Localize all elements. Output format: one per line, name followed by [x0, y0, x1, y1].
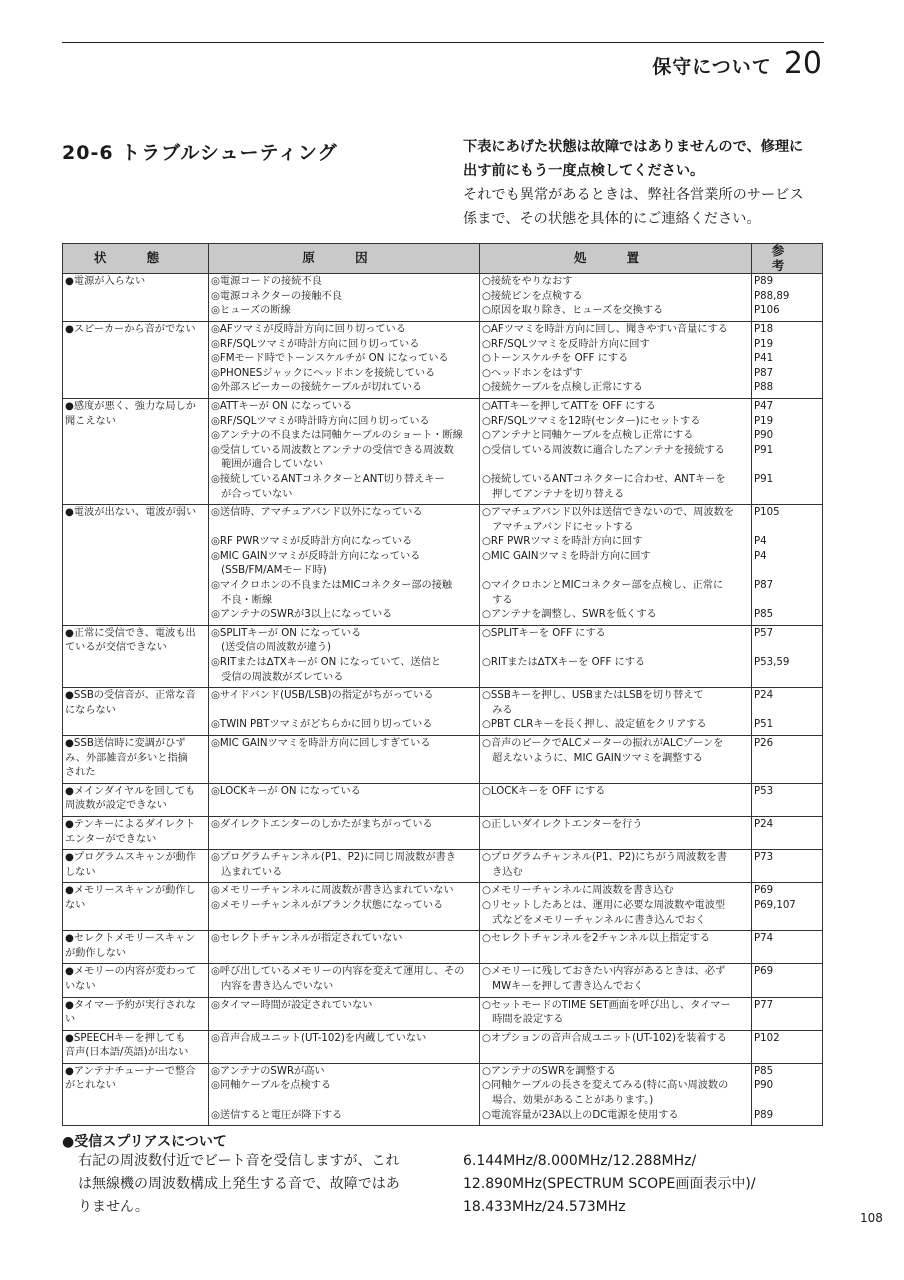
cell-line: ◎メモリーチャンネルに周波数が書き込まれていない — [211, 885, 454, 897]
cell-line: 超えないように、MIC GAINツマミを調整する — [482, 752, 703, 764]
cell-line: ○AFツマミを時計方向に回し、聞きやすい音量にする — [482, 323, 728, 335]
cell-line: P106 — [754, 305, 780, 317]
cell-line: ているが交信できない — [65, 642, 167, 654]
cell-line: P87 — [754, 367, 774, 379]
spurious-body — [78, 1150, 428, 1219]
cell-line: ○RF PWRツマミを時計方向に回す — [482, 536, 643, 548]
cell-line — [211, 799, 477, 814]
cell-line: P53 — [754, 785, 774, 797]
cell-line: P105 — [754, 507, 780, 519]
cell-line — [211, 947, 477, 962]
cell-line: P4 — [754, 536, 767, 548]
cell-line: MWキーを押して書き込んでおく — [482, 980, 644, 992]
cell-line: P18 — [754, 323, 774, 335]
cell-line: いない — [65, 980, 96, 992]
cell-line: ◎音声合成ユニット(UT-102)を内蔵していない — [211, 1032, 427, 1044]
cell-line: ◎プログラムチャンネル(P1、P2)に同じ周波数が書き — [211, 852, 456, 864]
cell-line: P90 — [754, 1080, 774, 1092]
cell-line: ●メモリーの内容が変わって — [65, 966, 197, 978]
cell-line: が合っていない — [211, 488, 293, 500]
troubleshooting-table — [62, 243, 823, 1126]
cell-line: P73 — [754, 852, 774, 864]
cell-line — [482, 641, 749, 656]
cell-line — [211, 752, 477, 767]
table-row — [63, 997, 823, 1030]
cell-line: ◎RF/SQLツマミが時計時方向に回り切っている — [211, 415, 430, 427]
cell-line: P89 — [754, 1109, 774, 1121]
cause-cell — [209, 997, 480, 1030]
cell-line: みる — [482, 704, 513, 716]
table-row — [63, 505, 823, 626]
cell-line: P88,89 — [754, 290, 790, 302]
cell-line: ◎AFツマミが反時計方向に回り切っている — [211, 323, 406, 335]
remedy-cell — [480, 850, 752, 883]
remedy-cell — [480, 625, 752, 687]
cell-line: ◎MIC GAINツマミを時計方向に回しすぎている — [211, 738, 431, 749]
table-row — [63, 816, 823, 849]
cell-line: ○接続をやりなおす — [482, 276, 573, 288]
cell-line: ◎アンテナの不良または同軸ケーブルのショート・断線 — [211, 430, 463, 442]
table-row — [63, 883, 823, 931]
reference-cell — [752, 850, 823, 883]
cell-line — [754, 521, 820, 536]
cell-line: ○オプションの音声合成ユニット(UT-102)を装着する — [482, 1032, 727, 1044]
symptom-cell — [63, 274, 209, 322]
cell-line: P85 — [754, 609, 774, 621]
cell-line: 周波数が設定できない — [65, 800, 167, 812]
header-cause: 原 因 — [209, 244, 480, 274]
cause-cell — [209, 321, 480, 398]
cell-line: ○アンテナを調整し、SWRを低くする — [482, 609, 657, 621]
table-row — [63, 321, 823, 398]
cell-line: ○接続しているANTコネクターに合わせ、ANTキーを — [482, 473, 726, 485]
cell-line: ◎MIC GAINツマミが反時計方向になっている — [211, 550, 421, 562]
cell-line: ◎SPLITキーが ON になっている — [211, 627, 362, 639]
cell-line: ◎受信している周波数とアンテナの受信できる周波数 — [211, 444, 454, 456]
cell-line — [754, 564, 820, 579]
cell-line: しない — [65, 866, 96, 878]
cell-line: ◎RITまたは∆TXキーが ON になっていて、送信と — [211, 657, 442, 669]
reference-cell — [752, 783, 823, 816]
cell-line: ○原因を取り除き、ヒューズを交換する — [482, 305, 664, 317]
cause-cell — [209, 1030, 480, 1063]
cell-line: 範囲が適合していない — [211, 459, 324, 471]
intro-line: それでも異常があるときは、弊社各営業所のサービス — [463, 187, 804, 203]
cell-line: ●電源が入らない — [65, 276, 146, 288]
cause-cell — [209, 1063, 480, 1125]
remedy-cell — [480, 816, 752, 849]
symptom-cell — [63, 1063, 209, 1125]
reference-cell — [752, 688, 823, 736]
cell-line — [482, 766, 749, 781]
top-rule — [62, 42, 824, 43]
cell-line: ◎ATTキーが ON になっている — [211, 400, 353, 412]
cell-line: ◎電源コネクターの接触不良 — [211, 290, 342, 302]
table-row — [63, 688, 823, 736]
chapter-title: 保守について — [652, 56, 772, 78]
cell-line: ○受信している周波数に適合したアンテナを接続する — [482, 444, 725, 456]
header-reference: 参 考 — [752, 244, 823, 274]
cell-line: ◎呼び出しているメモリーの内容を変えて運用し、その — [211, 966, 465, 978]
cell-line: P24 — [754, 818, 774, 830]
table-row — [63, 274, 823, 322]
cause-cell — [209, 931, 480, 964]
cell-line: エンターができない — [65, 833, 157, 845]
cell-line: ○接続ピンを点検する — [482, 290, 583, 302]
cell-line — [754, 833, 820, 848]
cell-line — [482, 799, 749, 814]
cell-line: ●タイマー予約が実行されな — [65, 999, 196, 1011]
cell-line: ○同軸ケーブルの長さを変えてみる(特に高い周波数の — [482, 1080, 729, 1092]
cell-line — [754, 947, 820, 962]
reference-cell — [752, 274, 823, 322]
cell-line — [211, 914, 477, 929]
cell-line: P87 — [754, 580, 774, 592]
cell-line: ○正しいダイレクトエンターを行う — [482, 818, 643, 830]
cell-line: 内容を書き込んでいない — [211, 980, 334, 992]
cell-line: が動作しない — [65, 947, 127, 959]
page-number: 108 — [860, 1211, 883, 1225]
cell-line: ○PBT CLRキーを長く押し、設定値をクリアする — [482, 719, 707, 731]
cell-line: ○メモリーチャンネルに周波数を書き込む — [482, 885, 674, 897]
spurious-line: りません。 — [78, 1199, 149, 1215]
remedy-cell — [480, 736, 752, 784]
cell-line: ○RF/SQLツマミを反時計方向に回す — [482, 338, 650, 350]
table-row — [63, 850, 823, 883]
cell-line: アマチュアバンドにセットする — [482, 521, 634, 533]
cell-line: ◎送信時、アマチュアバンド以外になっている — [211, 507, 423, 519]
chapter-number: 20 — [783, 46, 822, 81]
cell-line: ◎TWIN PBTツマミがどちらかに回り切っている — [211, 719, 433, 731]
cell-line: み、外部雑音が多いと指摘 — [65, 752, 188, 764]
cell-line: 音声(日本語/英語)が出ない — [65, 1047, 189, 1059]
cell-line: P19 — [754, 415, 774, 427]
cause-cell — [209, 398, 480, 504]
cell-line — [211, 521, 477, 536]
cell-line: ●SSBの受信音が、正常な音 — [65, 690, 196, 702]
symptom-cell — [63, 850, 209, 883]
symptom-cell — [63, 883, 209, 931]
cell-line: P90 — [754, 430, 774, 442]
cause-cell — [209, 625, 480, 687]
chapter-header — [652, 46, 822, 81]
cell-line — [754, 752, 820, 767]
symptom-cell — [63, 688, 209, 736]
cell-line — [211, 766, 477, 781]
remedy-cell — [480, 964, 752, 997]
cell-line — [211, 1013, 477, 1028]
cell-line: 時間を設定する — [482, 1014, 564, 1026]
cell-line: ○音声のピークでALCメーターの振れがALCゾーンを — [482, 738, 724, 749]
cause-cell — [209, 883, 480, 931]
intro-text — [463, 135, 833, 231]
cell-line: ない — [65, 899, 86, 911]
remedy-cell — [480, 505, 752, 626]
cell-line: P91 — [754, 473, 774, 485]
cell-line: P41 — [754, 353, 774, 365]
cell-line: ◎外部スピーカーの接続ケーブルが切れている — [211, 382, 423, 394]
table-row — [63, 625, 823, 687]
cell-line: ○アンテナと同軸ケーブルを点検し正常にする — [482, 430, 694, 442]
reference-cell — [752, 997, 823, 1030]
cell-line: ○RF/SQLツマミを12時(センター)にセットする — [482, 415, 701, 427]
remedy-cell — [480, 931, 752, 964]
cell-line: P89 — [754, 276, 774, 288]
intro-line: 係まで、その状態を具体的にご連絡ください。 — [463, 211, 761, 227]
cell-line: ○接続ケーブルを点検し正常にする — [482, 382, 643, 394]
frequency-line: 12.890MHz(SPECTRUM SCOPE画面表示中)/ — [463, 1176, 756, 1192]
cell-line — [754, 799, 820, 814]
cell-line: P47 — [754, 400, 774, 412]
cell-line: ○ATTキーを押してATTを OFF にする — [482, 400, 656, 412]
cell-line: ●アンテナチューナーで整合 — [65, 1065, 196, 1077]
cell-line — [754, 671, 820, 686]
cell-line: ◎送信すると電圧が降下する — [211, 1109, 343, 1121]
reference-cell — [752, 816, 823, 849]
cell-line: 聞こえない — [65, 415, 116, 427]
spurious-title: ●受信スプリアスについて — [62, 1134, 227, 1150]
cell-line: ●SPEECHキーを押しても — [65, 1032, 186, 1044]
cell-line: ●テンキーによるダイレクト — [65, 818, 196, 830]
cell-line: ◎接続しているANTコネクターとANT切り替えキー — [211, 473, 445, 485]
cell-line: P74 — [754, 933, 774, 945]
table-row — [63, 964, 823, 997]
reference-cell — [752, 1030, 823, 1063]
spurious-line: 右記の周波数付近でビート音を受信しますが、これ — [78, 1153, 400, 1169]
cell-line: ●プログラムスキャンが動作 — [65, 852, 197, 864]
cell-line: ◎メモリーチャンネルがブランク状態になっている — [211, 899, 444, 911]
cell-line: ○リセットしたあとは、運用に必要な周波数や電波型 — [482, 899, 726, 911]
remedy-cell — [480, 688, 752, 736]
cell-line: P88 — [754, 382, 774, 394]
cell-line: ●感度が悪く、強力な局しか — [65, 400, 196, 412]
cell-line: ●スピーカーから音がでない — [65, 323, 196, 335]
cell-line: ◎電源コードの接続不良 — [211, 276, 322, 288]
cell-line: P51 — [754, 719, 774, 731]
cell-line: P85 — [754, 1065, 774, 1077]
cause-cell — [209, 816, 480, 849]
cell-line — [754, 458, 820, 473]
reference-cell — [752, 1063, 823, 1125]
cell-line: 込まれている — [211, 866, 283, 878]
cell-line: ○ヘッドホンをはずす — [482, 367, 583, 379]
cell-line: ◎セレクトチャンネルが指定されていない — [211, 933, 403, 945]
cell-line — [754, 1013, 820, 1028]
cell-line: ○電流容量が23A以上のDC電源を使用する — [482, 1109, 679, 1121]
cell-line: 不良・断線 — [211, 594, 273, 606]
symptom-cell — [63, 625, 209, 687]
cell-line — [211, 704, 477, 719]
cell-line — [754, 488, 820, 503]
cell-line — [482, 1046, 749, 1061]
remedy-cell — [480, 1063, 752, 1125]
table-header-row — [63, 244, 823, 274]
symptom-cell — [63, 505, 209, 626]
cell-line: ○LOCKキーを OFF にする — [482, 785, 606, 797]
cell-line: ◎PHONESジャックにヘッドホンを接続している — [211, 367, 436, 379]
cell-line: 場合、効果があることがあります。) — [482, 1095, 654, 1107]
cell-line: 式などをメモリーチャンネルに書き込んでおく — [482, 914, 706, 926]
remedy-cell — [480, 783, 752, 816]
cell-line: する — [482, 594, 513, 606]
cell-line: ◎ヒューズの断線 — [211, 305, 291, 317]
symptom-cell — [63, 783, 209, 816]
cell-line: がとれない — [65, 1080, 116, 1092]
cell-line: ◎FMモード時でトーンスケルチが ON になっている — [211, 353, 449, 365]
cell-line: P4 — [754, 550, 767, 562]
cell-line — [754, 914, 820, 929]
symptom-cell — [63, 931, 209, 964]
cell-line: 押してアンテナを切り替える — [482, 488, 625, 500]
cell-line: P69 — [754, 966, 774, 978]
cause-cell — [209, 736, 480, 784]
remedy-cell — [480, 274, 752, 322]
remedy-cell — [480, 398, 752, 504]
cell-line: P69,107 — [754, 899, 796, 911]
cell-line — [754, 594, 820, 609]
cell-line: ◎マイクロホンの不良またはMICコネクター部の接触 — [211, 580, 453, 592]
spurious-frequencies — [463, 1150, 823, 1219]
cell-line — [482, 833, 749, 848]
cell-line — [754, 641, 820, 656]
cell-line: 受信の周波数がズレている — [211, 671, 344, 683]
symptom-cell — [63, 398, 209, 504]
cause-cell — [209, 850, 480, 883]
cell-line: ◎RF/SQLツマミが時計方向に回り切っている — [211, 338, 420, 350]
cause-cell — [209, 783, 480, 816]
spurious-line: は無線機の周波数構成上発生する音で、故障ではあ — [78, 1176, 400, 1192]
frequency-line: 18.433MHz/24.573MHz — [463, 1199, 626, 1215]
cell-line: ●メモリースキャンが動作し — [65, 885, 196, 897]
symptom-cell — [63, 816, 209, 849]
cell-line: ◎アンテナのSWRが高い — [211, 1065, 325, 1077]
cell-line: P91 — [754, 444, 774, 456]
table-row — [63, 736, 823, 784]
cell-line — [754, 866, 820, 881]
cause-cell — [209, 964, 480, 997]
cause-cell — [209, 274, 480, 322]
cell-line: ◎ダイレクトエンターのしかたがまちがっている — [211, 818, 433, 830]
cell-line: P69 — [754, 885, 774, 897]
symptom-cell — [63, 964, 209, 997]
cell-line: P57 — [754, 627, 774, 639]
cell-line: き込む — [482, 866, 523, 878]
reference-cell — [752, 398, 823, 504]
section-title: 20-6 トラブルシューティング — [62, 142, 338, 164]
header-symptom: 状 態 — [63, 244, 209, 274]
cell-line: ○SSBキーを押し、USBまたはLSBを切り替えて — [482, 690, 704, 702]
cell-line: (SSB/FM/AMモード時) — [211, 565, 327, 577]
cell-line — [754, 1046, 820, 1061]
remedy-cell — [480, 1030, 752, 1063]
cell-line: ○RITまたは∆TXキーを OFF にする — [482, 657, 646, 669]
cell-line: P77 — [754, 999, 774, 1011]
reference-cell — [752, 505, 823, 626]
cell-line: ◎サイドバンド(USB/LSB)の指定がちがっている — [211, 690, 434, 702]
table-body — [63, 274, 823, 1126]
cell-line: ○メモリーに残しておきたい内容があるときは、必ず — [482, 966, 726, 978]
cell-line — [211, 833, 477, 848]
cell-line — [211, 1046, 477, 1061]
cell-line: P19 — [754, 338, 774, 350]
remedy-cell — [480, 883, 752, 931]
cell-line: (送受信の周波数が違う) — [211, 642, 332, 654]
cell-line: ○SPLITキーを OFF にする — [482, 627, 606, 639]
cell-line — [482, 671, 749, 686]
cell-line: ○マイクロホンとMICコネクター部を点検し、正常に — [482, 580, 724, 592]
cause-cell — [209, 505, 480, 626]
frequency-line: 6.144MHz/8.000MHz/12.288MHz/ — [463, 1153, 697, 1169]
cell-line: P26 — [754, 738, 774, 749]
reference-cell — [752, 931, 823, 964]
cell-line: ◎LOCKキーが ON になっている — [211, 785, 361, 797]
intro-line: 下表にあげた状態は故障ではありませんので、修理に — [463, 139, 804, 155]
cell-line — [211, 1094, 477, 1109]
cell-line: ◎同軸ケーブルを点検する — [211, 1080, 332, 1092]
table-row — [63, 1063, 823, 1125]
cell-line: ○トーンスケルチを OFF にする — [482, 353, 629, 365]
cell-line — [754, 980, 820, 995]
reference-cell — [752, 625, 823, 687]
cell-line: ○アンテナのSWRを調整する — [482, 1065, 616, 1077]
reference-cell — [752, 883, 823, 931]
symptom-cell — [63, 1030, 209, 1063]
cell-line: ◎RF PWRツマミが反時計方向になっている — [211, 536, 413, 548]
cell-line: ●セレクトメモリースキャン — [65, 933, 196, 945]
cell-line: ●メインダイヤルを回しても — [65, 785, 196, 797]
cell-line: P102 — [754, 1032, 780, 1044]
remedy-cell — [480, 321, 752, 398]
header-remedy: 処 置 — [480, 244, 752, 274]
table-row — [63, 398, 823, 504]
remedy-cell — [480, 997, 752, 1030]
intro-line: 出す前にもう一度点検してください。 — [463, 163, 705, 179]
table-row — [63, 931, 823, 964]
cell-line — [754, 766, 820, 781]
cell-line: ○セットモードのTIME SET画面を呼び出し、タイマー — [482, 999, 731, 1011]
cell-line: ◎タイマー時間が設定されていない — [211, 999, 373, 1011]
cell-line: ●SSB送信時に変調がひず — [65, 738, 186, 749]
cell-line: された — [65, 767, 96, 779]
cell-line: P53,59 — [754, 657, 790, 669]
cell-line — [482, 947, 749, 962]
symptom-cell — [63, 997, 209, 1030]
cell-line: ○アマチュアバンド以外は送信できないので、周波数を — [482, 507, 735, 519]
reference-cell — [752, 964, 823, 997]
cell-line: にならない — [65, 704, 116, 716]
cell-line: ○プログラムチャンネル(P1、P2)にちがう周波数を書 — [482, 852, 727, 864]
cell-line: ○MIC GAINツマミを時計方向に回す — [482, 550, 651, 562]
cell-line — [754, 1094, 820, 1109]
table-row — [63, 783, 823, 816]
cell-line: ●電波が出ない、電波が弱い — [65, 507, 197, 519]
cell-line: ●正常に受信でき、電波も出 — [65, 627, 196, 639]
reference-cell — [752, 321, 823, 398]
table-row — [63, 1030, 823, 1063]
reference-cell — [752, 736, 823, 784]
cell-line — [754, 704, 820, 719]
cell-line — [482, 564, 749, 579]
cell-line: P24 — [754, 690, 774, 702]
symptom-cell — [63, 736, 209, 784]
cell-line: ◎アンテナのSWRが3以上になっている — [211, 609, 393, 621]
cell-line: い — [65, 1014, 76, 1026]
cause-cell — [209, 688, 480, 736]
cell-line — [482, 458, 749, 473]
symptom-cell — [63, 321, 209, 398]
cell-line: ○セレクトチャンネルを2チャンネル以上指定する — [482, 933, 710, 945]
